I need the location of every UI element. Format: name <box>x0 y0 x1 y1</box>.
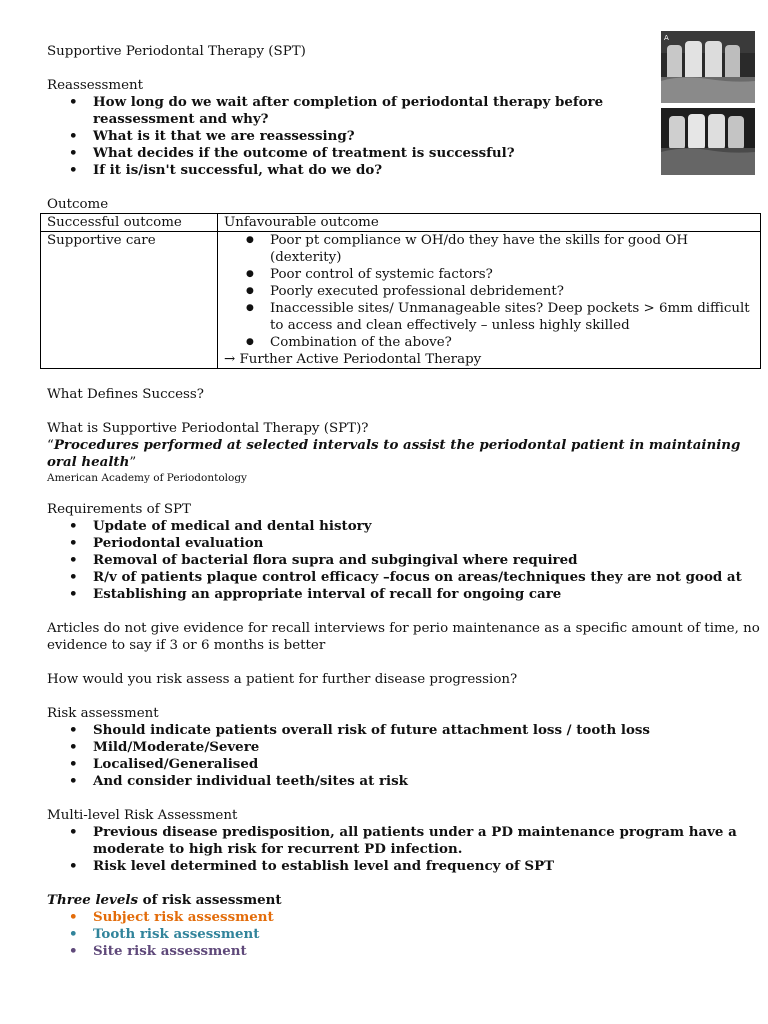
list-item: • R/v of patients plaque control efficacy –focus on areas/techniques they are not good at <box>93 569 761 586</box>
document-page <box>47 43 761 960</box>
reassessment-heading: Reassessment <box>47 78 144 93</box>
multi-level-list <box>47 824 761 875</box>
quote-text: Procedures performed at selected intervals to assist the periodontal patient in maintaining oral health <box>47 437 741 470</box>
col-header-unfavourable: Unfavourable outcome <box>218 214 761 232</box>
outcome-heading: Outcome <box>47 197 109 212</box>
list-item: • What decides if the outcome of treatment is successful? <box>93 145 653 162</box>
outcome-table <box>40 213 761 369</box>
list-item: • If it is/isn't successful, what do we do? <box>93 162 653 179</box>
further-therapy-note: → Further Active Periodontal Therapy <box>224 352 482 367</box>
three-levels-list <box>47 909 761 960</box>
list-item: • Update of medical and dental history <box>93 518 761 535</box>
list-item: • And consider individual teeth/sites at risk <box>93 773 761 790</box>
risk-assessment-list <box>47 722 761 790</box>
page-title: Supportive Periodontal Therapy (SPT) <box>47 44 306 59</box>
list-item: • Localised/Generalised <box>93 756 761 773</box>
requirements-heading: Requirements of SPT <box>47 502 191 517</box>
multi-level-text-start: Previous disease predisposition, all patients under a PD maintenance program have a <box>93 824 737 840</box>
subject-risk-item: • Subject risk assessment <box>93 909 761 926</box>
unfavourable-cell <box>218 232 761 369</box>
list-item: ● Poorly executed professional debridement? <box>270 283 760 300</box>
list-item: • Establishing an appropriate interval of recall for ongoing care <box>93 586 761 603</box>
list-item: • Mild/Moderate/Severe <box>93 739 761 756</box>
photo-a-label: A <box>664 34 669 42</box>
list-item: • What is it that we are reassessing? <box>93 128 653 145</box>
list-item: • Should indicate patients overall risk of future attachment loss / tooth loss <box>93 722 761 739</box>
three-levels-italic: Three levels <box>47 892 138 908</box>
success-question: What Defines Success? <box>47 387 204 402</box>
tooth-risk-item: • Tooth risk assessment <box>93 926 761 943</box>
list-item: ● Combination of the above? <box>270 334 760 351</box>
list-item <box>93 824 761 858</box>
spt-quote <box>47 437 761 471</box>
list-item: • Risk level determined to establish level and frequency of SPT <box>93 858 761 875</box>
multi-level-bold: moderate to high risk <box>93 841 257 857</box>
risk-question: How would you risk assess a patient for further disease progression? <box>47 672 518 687</box>
col-header-successful: Successful outcome <box>41 214 218 232</box>
reassessment-list <box>47 94 653 179</box>
spt-question: What is Supportive Periodontal Therapy (SPT)? <box>47 421 369 436</box>
quote-source: American Academy of Periodontology <box>47 472 247 484</box>
multi-level-heading: Multi-level Risk Assessment <box>47 808 238 823</box>
three-levels-heading <box>47 892 761 909</box>
risk-assessment-heading: Risk assessment <box>47 706 159 721</box>
list-item: ● Poor control of systemic factors? <box>270 266 760 283</box>
unfavourable-list <box>224 232 760 351</box>
site-risk-item: • Site risk assessment <box>93 943 761 960</box>
articles-note: Articles do not give evidence for recall interviews for perio maintenance as a specific amount of time, no evidence to say if 3 or 6 months is better <box>47 621 760 653</box>
three-levels-rest: of risk assessment <box>138 892 282 908</box>
list-item: ● Poor pt compliance w OH/do they have the skills for good OH (dexterity) <box>270 232 760 266</box>
multi-level-text-end: for recurrent PD infection. <box>256 841 463 857</box>
successful-cell: Supportive care <box>41 232 218 369</box>
list-item: ● Inaccessible sites/ Unmanageable sites? Deep pockets > 6mm difficult to access and clean effectively – unless highly skilled <box>270 300 760 334</box>
open-quote: “ <box>47 438 54 453</box>
close-quote: ” <box>129 455 137 470</box>
requirements-list <box>47 518 761 603</box>
list-item: • Periodontal evaluation <box>93 535 761 552</box>
list-item: • How long do we wait after completion of periodontal therapy before reassessment and why? <box>93 94 653 128</box>
list-item: • Removal of bacterial flora supra and subgingival where required <box>93 552 761 569</box>
